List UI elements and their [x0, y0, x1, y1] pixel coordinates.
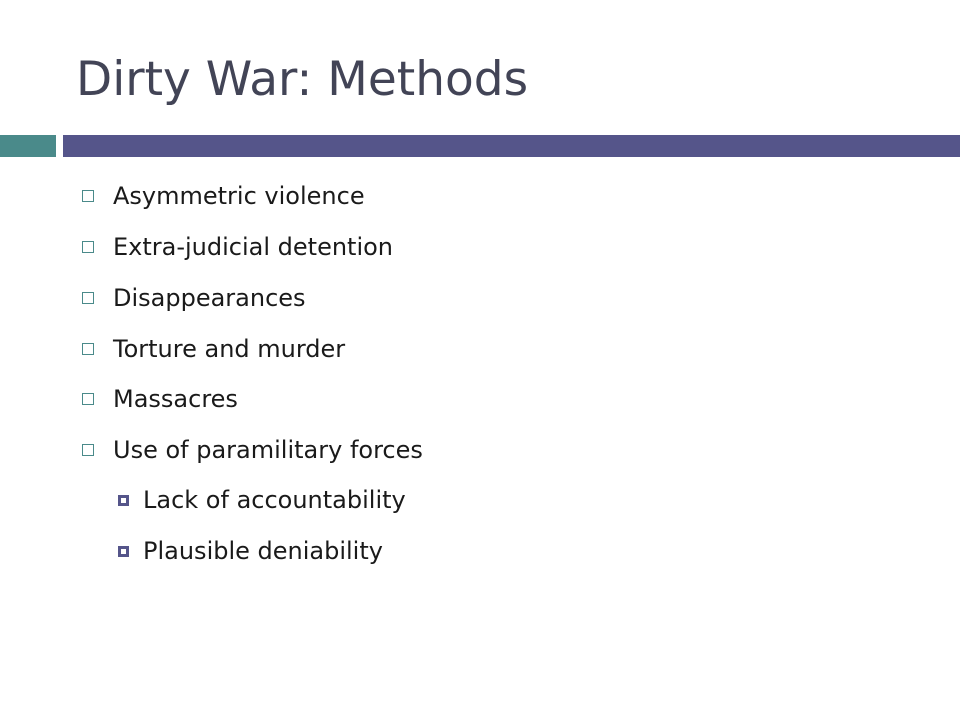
hollow-square-icon	[82, 190, 94, 202]
title-accent-bar-teal	[0, 135, 56, 157]
hollow-square-icon	[82, 393, 94, 405]
bullet-text: Massacres	[113, 385, 238, 413]
sub-bullet-item	[118, 485, 406, 515]
bullet-item	[82, 334, 345, 364]
bullet-text: Disappearances	[113, 284, 306, 312]
bullet-item	[82, 181, 365, 211]
hollow-square-icon	[82, 241, 94, 253]
slide-title: Dirty War: Methods	[76, 52, 529, 107]
bullet-item	[82, 435, 423, 465]
hollow-square-icon	[82, 444, 94, 456]
bullet-text: Use of paramilitary forces	[113, 436, 423, 464]
hollow-square-icon	[82, 292, 94, 304]
title-accent-bar-indigo	[63, 135, 960, 157]
bullet-text: Asymmetric violence	[113, 182, 365, 210]
bullet-item	[82, 283, 306, 313]
bullet-text: Torture and murder	[113, 335, 346, 363]
sub-bullet-item	[118, 536, 383, 566]
bullet-text: Plausible deniability	[143, 537, 383, 565]
bullet-item	[82, 384, 238, 414]
bullet-text: Extra-judicial detention	[113, 233, 394, 261]
bullet-item	[82, 232, 393, 262]
filled-square-icon	[118, 495, 129, 506]
filled-square-icon	[118, 546, 129, 557]
bullet-text: Lack of accountability	[143, 486, 406, 514]
hollow-square-icon	[82, 343, 94, 355]
